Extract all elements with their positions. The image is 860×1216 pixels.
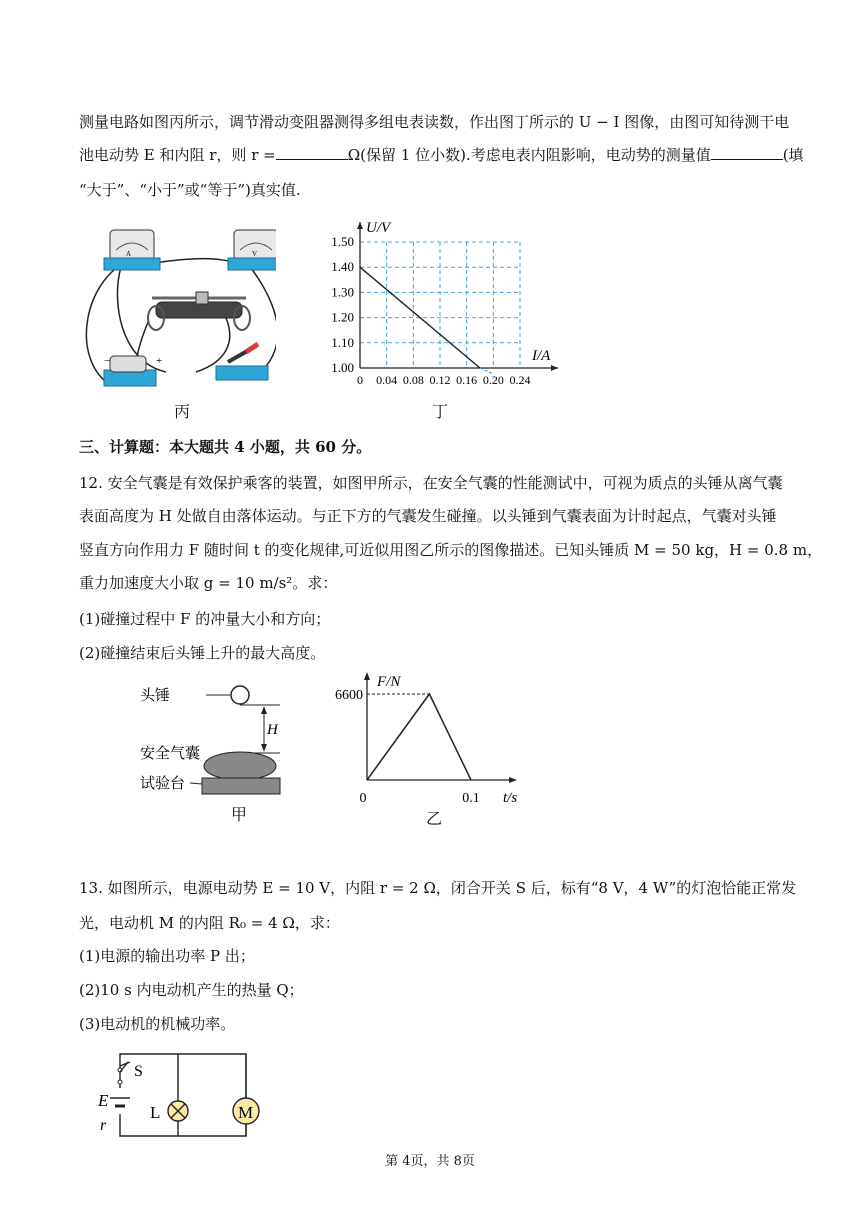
label-head-hammer: 头锤: [140, 688, 171, 704]
section-3-title: 三、计算题：本大题共 4 小题，共 60 分。: [79, 438, 372, 456]
label-internal-r: r: [100, 1117, 107, 1134]
q11-line2a: 池电动势 E 和内阻 r，则 r =: [79, 146, 276, 164]
figure-yi-chart: [325, 668, 535, 806]
q11-line2: [79, 145, 804, 165]
circuit-diagram: [94, 1048, 264, 1144]
q13-sub3: (3)电动机的机械功率。: [79, 1015, 236, 1033]
x-tick-label: 0.12: [429, 373, 451, 387]
q12-line3: 竖直方向作用力 F 随时间 t 的变化规律,可近似用图乙所示的图像描述。已知头锤质 M = 50 kg，H = 0.8 m，: [79, 541, 823, 559]
q11-line2b: Ω(保留 1 位小数).考虑电表内阻影响，电动势的测量值: [347, 146, 711, 164]
q13-line1: 13. 如图所示，电源电动势 E = 10 V，内阻 r = 2 Ω，闭合开关 S 后，标有“8 V，4 W”的灯泡恰能正常发: [79, 879, 797, 897]
x-tick-label: 0.24: [509, 373, 531, 387]
x-tick-label: 0: [357, 373, 363, 387]
q13-sub2: (2)10 s 内电动机产生的热量 Q；: [79, 981, 304, 999]
y-tick-label: 1.50: [331, 234, 354, 249]
x-axis-arrow: [551, 365, 558, 371]
page-footer: 第 4页，共 8页: [385, 1154, 475, 1169]
x-tick-label: 0.04: [376, 373, 398, 387]
answer-blank-emf[interactable]: [711, 145, 783, 160]
label-motor-m: M: [238, 1103, 254, 1122]
y-tick-label: 1.10: [331, 334, 354, 350]
q12-line4: 重力加速度大小取 g = 10 m/s²。求：: [79, 574, 338, 592]
y-tick-label: 1.40: [331, 259, 354, 275]
y-tick-label: 6600: [335, 688, 363, 703]
q12-sub1: (1)碰撞过程中 F 的冲量大小和方向；: [79, 610, 331, 628]
x-tick-label: 0.20: [482, 373, 504, 387]
q11-line1: 测量电路如图丙所示，调节滑动变阻器测得多组电表读数，作出图丁所示的 U − I 图像，由图可知待测干电: [79, 113, 790, 131]
q12-line2: 表面高度为 H 处做自由落体运动。与正下方的气囊发生碰撞。以头锤到气囊表面为计时起点，气囊对头锤: [79, 507, 777, 525]
figure-bing: [76, 222, 276, 422]
y-axis-label: U/V: [366, 220, 391, 236]
q13-sub1: (1)电源的输出功率 P 出；: [79, 947, 255, 965]
q13-line2: 光，电动机 M 的内阻 R₀ = 4 Ω，求：: [79, 914, 340, 932]
y-tick-label: 1.20: [331, 309, 354, 325]
q12-line1: 12. 安全气囊是有效保护乘客的装置，如图甲所示，在安全气囊的性能测试中，可视为质点的头锤从离气囊: [79, 474, 783, 492]
q11-line2c: (填: [782, 146, 804, 164]
label-airbag: 安全气囊: [140, 746, 201, 762]
x-axis-arrow: [509, 777, 517, 783]
y-axis-label: F/N: [377, 674, 401, 690]
figure-ding-chart: [310, 214, 570, 396]
y-axis-arrow: [364, 672, 370, 680]
label-emf-e: E: [98, 1091, 109, 1110]
ammeter-label: A: [126, 250, 132, 258]
figure-jia: [130, 678, 300, 798]
q12-sub2: (2)碰撞结束后头锤上升的最大高度。: [79, 644, 326, 662]
label-h: H: [267, 722, 278, 738]
x-axis-label: t/s: [503, 790, 518, 806]
y-axis-arrow: [357, 222, 363, 229]
figure-bing-caption: 丙: [174, 402, 191, 421]
answer-blank-r[interactable]: [276, 145, 348, 160]
x-tick-label: 0: [359, 791, 367, 806]
figure-jia-caption: 甲: [231, 805, 248, 824]
x-axis-label: I/A: [532, 348, 551, 364]
battery-minus: −: [104, 355, 111, 367]
series-line: [367, 694, 471, 780]
battery-plus: +: [156, 355, 163, 367]
figure-yi-caption: 乙: [426, 809, 443, 828]
x-tick-label: 0.16: [456, 373, 478, 387]
x-tick-label: 0.1: [462, 791, 480, 806]
x-tick-label: 0.08: [402, 373, 424, 387]
voltmeter-label: V: [252, 250, 258, 258]
label-lamp-l: L: [150, 1103, 161, 1122]
y-tick-label: 1.00: [331, 360, 354, 375]
label-switch-s: S: [134, 1063, 143, 1080]
q11-line3: “大于”、“小于”或“等于”)真实值.: [79, 181, 301, 199]
label-test-table: 试验台: [140, 776, 186, 792]
figure-ding-caption: 丁: [432, 402, 449, 421]
y-tick-label: 1.30: [331, 284, 354, 300]
